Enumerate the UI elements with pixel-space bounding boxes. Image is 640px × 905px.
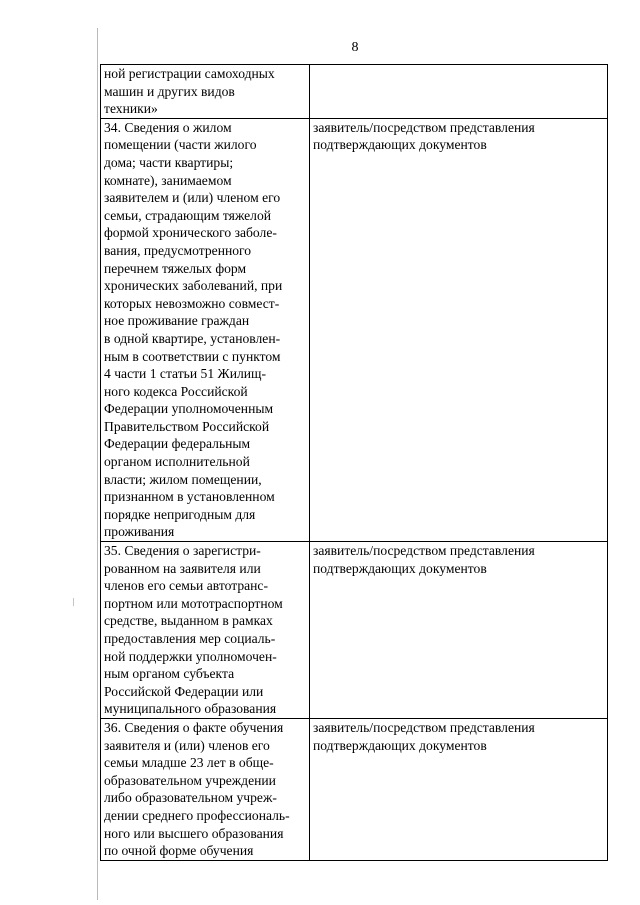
- table-cell-item: 36. Сведения о факте обучения заявителя и (или) членов его семьи младше 23 лет в обще- образовательном учреждении либо образовательном учреж- дении среднего профессиональ- ного или высшего образования по очной форме обучения: [101, 718, 310, 860]
- table-cell-source: заявитель/посредством представления подтверждающих документов: [309, 542, 607, 719]
- table-row: [101, 65, 608, 119]
- document-table: [100, 64, 608, 861]
- table-cell-item: ной регистрации самоходных машин и других видов техники»: [101, 65, 310, 119]
- table-row: [101, 718, 608, 860]
- page-number: 8: [351, 40, 359, 55]
- table-row: [101, 118, 608, 541]
- table-row: [101, 542, 608, 719]
- margin-mark: [73, 598, 74, 606]
- left-margin-line: [97, 28, 98, 900]
- table-cell-source: заявитель/посредством представления подтверждающих документов: [309, 718, 607, 860]
- table-cell-source: [309, 65, 607, 119]
- table-cell-item: 35. Сведения о зарегистри- рованном на заявителя или членов его семьи автотранс- портном или мототраспортном средстве, выданном в рамках предоставления мер социаль- ной поддержки уполномочен- ным органом субъекта Российской Федерации или муниципального образования: [101, 542, 310, 719]
- table-cell-source: заявитель/посредством представления подтверждающих документов: [309, 118, 607, 541]
- table-cell-item: 34. Сведения о жилом помещении (части жилого дома; части квартиры; комнате), занимаемом заявителем и (или) членом его семьи, страдающим тяжелой формой хронического заболе- вания, предусмотренного перечнем тяжелых форм хронических заболеваний, при которых невозможно совмест- ное проживание граждан в одной квартире, установлен- ным в соответствии с пунктом 4 части 1 статьи 51 Жилищ- ного кодекса Российской Федерации уполномоченным Правительством Российской Федерации федеральным органом исполнительной власти; жилом помещении, признанном в установленном порядке непригодным для проживания: [101, 118, 310, 541]
